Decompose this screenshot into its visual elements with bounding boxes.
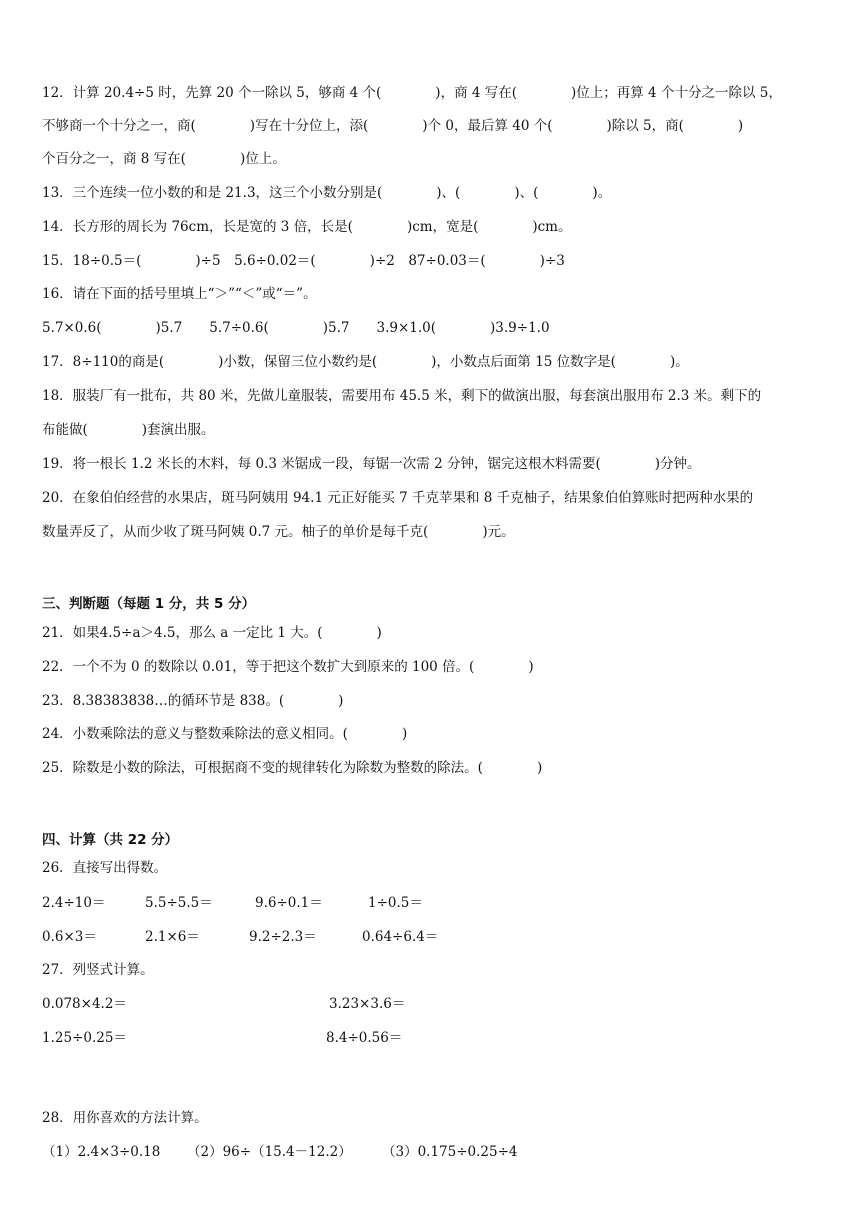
question-23: 23．8.38383838…的循环节是 838。( ) [42,693,344,709]
q26-item: 9.2÷2.3＝ [249,929,317,945]
question-18-line-1: 18．服装厂有一批布，共 80 米，先做儿童服装，需要用布 45.5 米，剩下的做演出服，每套演出服用布 2.3 米。剩下的 [42,388,762,404]
question-25: 25．除数是小数的除法，可根据商不变的规律转化为除数为整数的除法。( ) [42,760,543,776]
q28-item: （2）96÷（15.4－12.2） [187,1144,352,1160]
q27-item: 1.25÷0.25＝ [42,1030,127,1046]
q27-item: 0.078×4.2＝ [42,996,127,1012]
q27-item: 8.4÷0.56＝ [326,1030,403,1046]
question-14: 14．长方形的周长为 76cm，长是宽的 3 倍，长是( )cm，宽是( )cm。 [42,219,572,235]
section-title-calculation: 四、计算（共 22 分） [42,832,179,848]
question-12-line-3: 个百分之一，商 8 写在( )位上。 [42,151,286,167]
q26-item: 9.6÷0.1＝ [255,895,323,911]
question-19: 19．将一根长 1.2 米长的木料，每 0.3 米锯成一段，每锯一次需 2 分钟，锯完这根木料需要( )分钟。 [42,456,701,472]
q26-item: 0.6×3＝ [42,929,97,945]
question-22: 22．一个不为 0 的数除以 0.01，等于把这个数扩大到原来的 100 倍。( ) [42,659,534,675]
question-20-line-2: 数量弄反了，从而少收了斑马阿姨 0.7 元。柚子的单价是每千克( )元。 [42,524,515,540]
q26-item: 2.4÷10＝ [42,895,106,911]
question-20-line-1: 20．在象伯伯经营的水果店，斑马阿姨用 94.1 元正好能买 7 千克苹果和 8 千克柚子，结果象伯伯算账时把两种水果的 [42,490,754,506]
section-title-judgement: 三、判断题（每题 1 分，共 5 分） [42,596,256,612]
q26-item: 2.1×6＝ [145,929,200,945]
question-12-line-2: 不够商一个十分之一，商( )写在十分位上，添( )个 0，最后算 40 个( )除以 5，商( ) [42,118,744,134]
question-17: 17．8÷110的商是( )小数，保留三位小数约是( )，小数点后面第 15 位数字是( )。 [42,354,689,370]
q26-item: 5.5÷5.5＝ [145,895,213,911]
question-24: 24．小数乘除法的意义与整数乘除法的意义相同。( ) [42,726,408,742]
question-21: 21．如果4.5÷a＞4.5，那么 a 一定比 1 大。( ) [42,625,382,641]
q27-item: 3.23×3.6＝ [329,996,406,1012]
question-27: 27．列竖式计算。 [42,962,154,978]
q28-item: （3）0.175÷0.25÷4 [382,1144,518,1160]
q28-item: （1）2.4×3÷0.18 [42,1144,161,1160]
question-26: 26．直接写出得数。 [42,860,168,876]
question-16: 16．请在下面的括号里填上“＞”“＜”或“＝”。 [42,286,317,302]
question-16-items: 5.7×0.6( )5.7 5.7÷0.6( )5.7 3.9×1.0( )3.9÷1.0 [42,320,550,336]
q26-item: 0.64÷6.4＝ [362,929,439,945]
question-18-line-2: 布能做( )套演出服。 [42,422,215,438]
question-13: 13．三个连续一位小数的和是 21.3，这三个小数分别是( )、( )、( )。 [42,185,612,201]
question-12-line-1: 12．计算 20.4÷5 时，先算 20 个一除以 5，够商 4 个( )，商 4 写在( )位上；再算 4 个十分之一除以 5， [42,85,782,101]
question-15: 15．18÷0.5＝( )÷5 5.6÷0.02＝( )÷2 87÷0.03＝( )÷3 [42,253,565,269]
question-28: 28．用你喜欢的方法计算。 [42,1110,208,1126]
q26-item: 1÷0.5＝ [368,895,423,911]
